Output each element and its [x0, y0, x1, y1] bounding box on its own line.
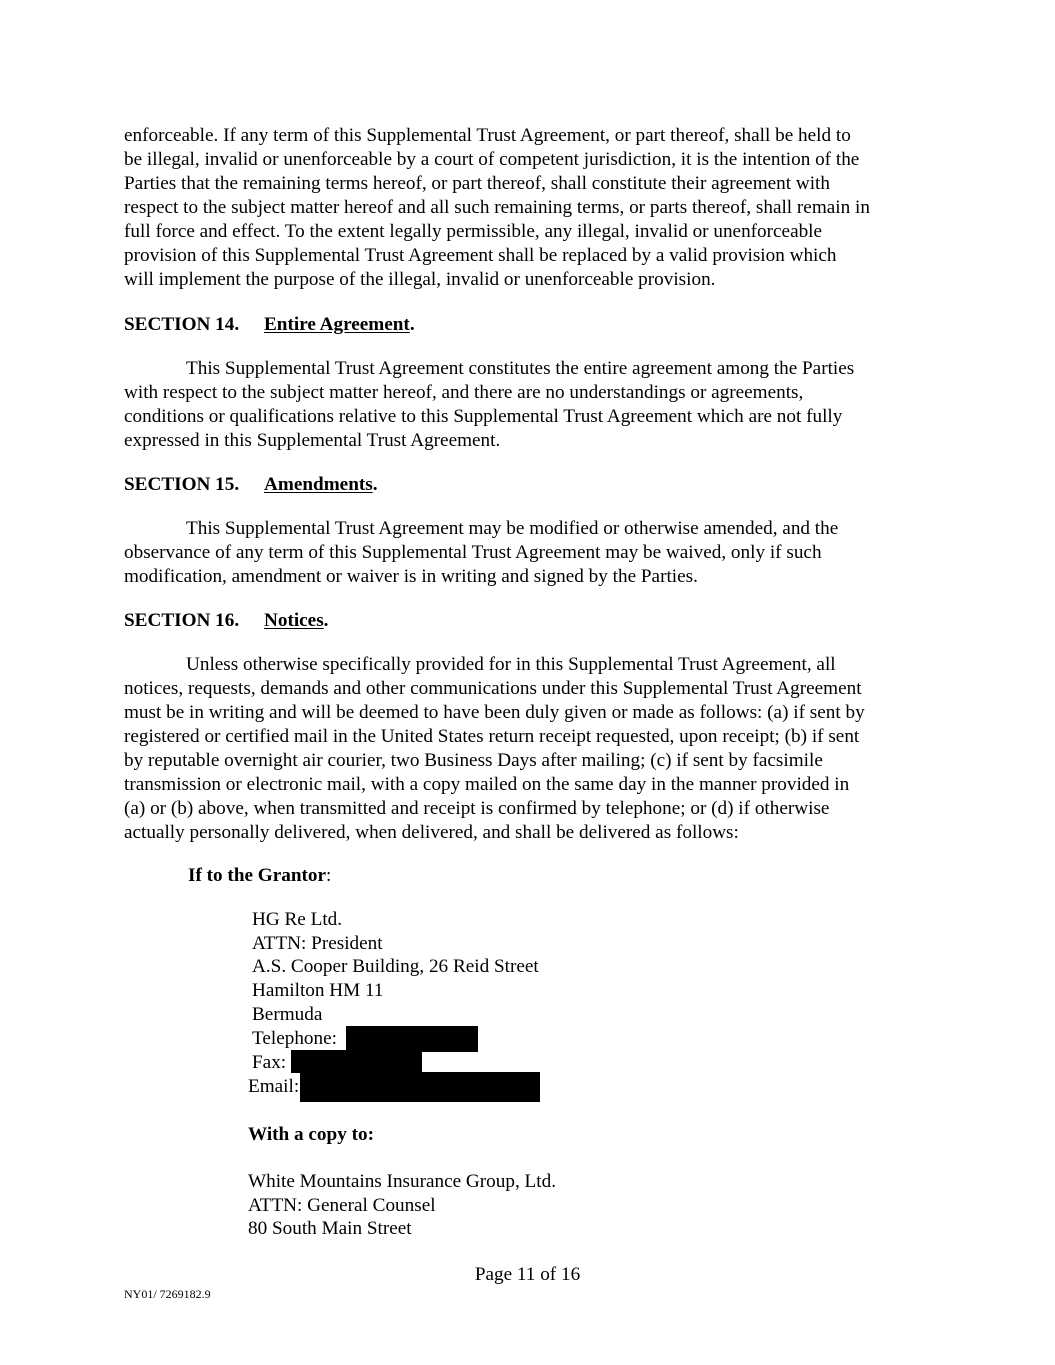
copy-heading: With a copy to: — [248, 1124, 374, 1145]
redaction-block-email — [300, 1072, 540, 1102]
section-number: SECTION 14. — [124, 314, 240, 335]
paragraph-line: (a) or (b) above, when transmitted and receipt is confirmed by telephone; or (d) if otherwise — [124, 798, 830, 819]
grantor-heading-colon: : — [326, 865, 332, 886]
paragraph-line: will implement the purpose of the illegal, invalid or unenforceable provision. — [124, 269, 716, 290]
grantor-heading — [188, 864, 331, 888]
paragraph-line: Unless otherwise specifically provided for in this Supplemental Trust Agreement, all — [186, 654, 836, 675]
paragraph-line: registered or certified mail in the United States return receipt requested, upon receipt; (b) if sent — [124, 726, 860, 747]
paragraph-line: conditions or qualifications relative to this Supplemental Trust Agreement which are not fully — [124, 406, 843, 427]
section-15-body — [124, 517, 934, 589]
paragraph-line: provision of this Supplemental Trust Agreement shall be replaced by a valid provision which — [124, 245, 837, 266]
grantor-fax-label: Fax: — [252, 1052, 287, 1073]
paragraph-line: respect to the subject matter hereof and all such remaining terms, or parts thereof, shall remain in — [124, 197, 870, 218]
section-title-period: . — [409, 314, 415, 335]
paragraph-line: modification, amendment or waiver is in writing and signed by the Parties. — [124, 566, 698, 587]
grantor-email-label: Email: — [248, 1076, 300, 1097]
section-title-period: . — [323, 610, 329, 631]
document-id: NY01/ 7269182.9 — [124, 1287, 211, 1301]
grantor-country: Bermuda — [252, 1003, 323, 1025]
grantor-street: A.S. Cooper Building, 26 Reid Street — [252, 956, 539, 978]
paragraph-line: observance of any term of this Supplemental Trust Agreement may be waived, only if such — [124, 542, 822, 563]
paragraph-line: enforceable. If any term of this Supplemental Trust Agreement, or part thereof, shall be held to — [124, 125, 851, 146]
copy-street: 80 South Main Street — [248, 1218, 412, 1240]
section-16-body — [124, 653, 934, 845]
section-14-body — [124, 357, 934, 453]
copy-name: White Mountains Insurance Group, Ltd. — [248, 1171, 556, 1192]
paragraph-line: This Supplemental Trust Agreement may be modified or otherwise amended, and the — [186, 518, 839, 539]
grantor-telephone-label: Telephone: — [252, 1028, 337, 1049]
page-number: Page 11 of 16 — [474, 1264, 581, 1285]
section-number: SECTION 16. — [124, 610, 240, 631]
section-title-period: . — [372, 474, 378, 495]
section-title: Entire Agreement — [264, 314, 410, 335]
paragraph-line: be illegal, invalid or unenforceable by a court of competent jurisdiction, it is the intention of the — [124, 149, 860, 170]
grantor-name: HG Re Ltd. — [252, 909, 343, 930]
copy-attn: ATTN: General Counsel — [248, 1194, 436, 1216]
grantor-attn: ATTN: President — [252, 932, 383, 954]
section-14-heading — [124, 313, 415, 337]
paragraph-line: notices, requests, demands and other communications under this Supplemental Trust Agreement — [124, 678, 862, 699]
section-16-heading — [124, 609, 328, 633]
section-title: Notices — [264, 610, 324, 631]
section-15-heading — [124, 473, 378, 497]
paragraph-line: actually personally delivered, when delivered, and shall be delivered as follows: — [124, 822, 739, 843]
paragraph-line: full force and effect. To the extent legally permissible, any illegal, invalid or unenforceable — [124, 221, 823, 242]
copy-address — [248, 1170, 556, 1241]
paragraph-line: must be in writing and will be deemed to have been duly given or made as follows: (a) if sent by — [124, 702, 865, 723]
section-title: Amendments — [264, 474, 373, 495]
grantor-heading-label: If to the Grantor — [188, 865, 327, 886]
paragraph-line: Parties that the remaining terms hereof, or part thereof, shall constitute their agreement with — [124, 173, 830, 194]
paragraph-line: transmission or electronic mail, with a copy mailed on the same day in the manner provided in — [124, 774, 850, 795]
grantor-city: Hamilton HM 11 — [252, 980, 384, 1002]
section-number: SECTION 15. — [124, 474, 240, 495]
redaction-block-fax — [291, 1050, 422, 1073]
grantor-address — [252, 908, 539, 1027]
paragraph-line: by reputable overnight air courier, two Business Days after mailing; (c) if sent by facsimile — [124, 750, 823, 771]
paragraph-line: expressed in this Supplemental Trust Agreement. — [124, 430, 501, 451]
section-13-continuation — [124, 124, 934, 292]
paragraph-line: This Supplemental Trust Agreement constitutes the entire agreement among the Parties — [186, 358, 855, 379]
redaction-block-telephone — [346, 1026, 478, 1052]
paragraph-line: with respect to the subject matter hereof, and there are no understandings or agreements, — [124, 382, 804, 403]
